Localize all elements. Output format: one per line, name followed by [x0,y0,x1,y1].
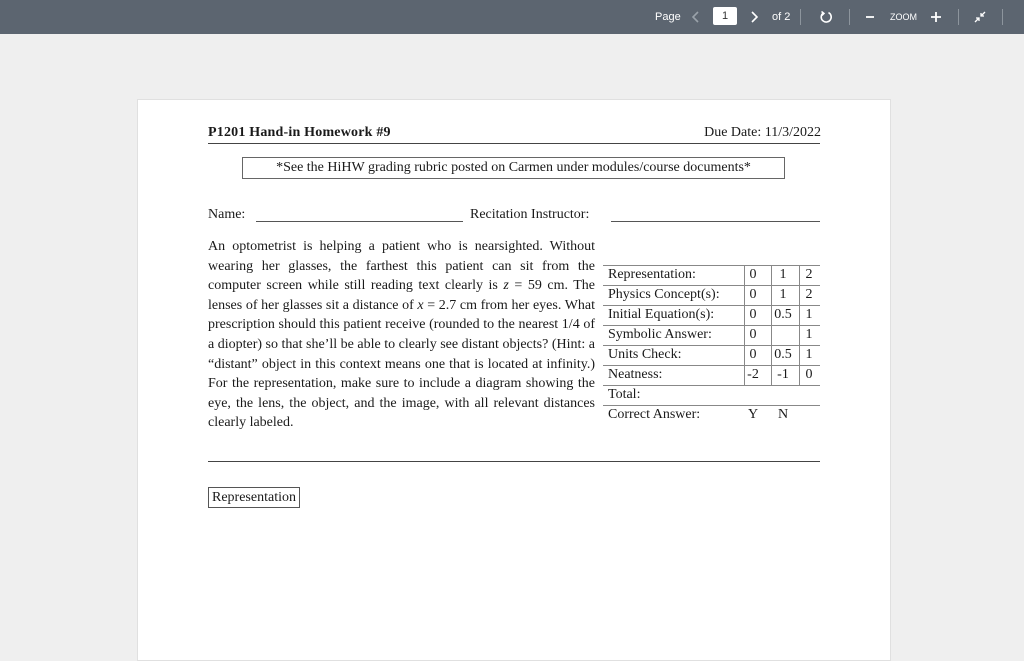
grading-score: 1 [805,347,813,362]
grading-criterion: Total: [608,387,641,402]
table-divider [744,266,745,285]
toolbar-divider [800,9,801,25]
toolbar-divider [849,9,850,25]
table-divider [744,346,745,365]
grading-row [603,305,820,325]
x-variable: x [417,297,424,313]
header-rule [208,143,820,144]
document-title: P1201 Hand-in Homework #9 [208,125,391,140]
grading-row [603,265,820,285]
z-variable: z [503,278,509,294]
table-divider [771,306,772,325]
rubric-note: *See the HiHW grading rubric posted on Carmen under modules/course documents* [242,157,785,179]
grading-row [603,325,820,345]
table-divider [799,346,800,365]
section-rule [208,461,820,462]
grading-criterion: Symbolic Answer: [608,327,712,342]
grading-score: 0 [749,347,757,362]
plus-icon[interactable] [928,0,944,34]
grading-score: 2 [805,287,813,302]
grading-score: 0 [749,327,757,342]
grading-criterion: Neatness: [608,367,663,382]
table-divider [771,366,772,385]
name-label: Name: [208,207,246,222]
problem-part: = 2.7 cm from her eyes. What prescription should this patient receive (rounded to the nearest 1/4 of a diopter) so that she’ll be able to clearly see distant objects? (Hint: a “distant” object in this context means one that is located at infinity.) For the representation, make sure to include a diagram showing the eye, the lens, the object, and the image, with all relevant distances clearly labeled. [208,297,596,431]
grading-criterion: Initial Equation(s): [608,307,715,322]
toolbar-divider [958,9,959,25]
representation-label: Representation [208,487,300,508]
table-divider [799,266,800,285]
table-divider [799,326,800,345]
minus-icon[interactable] [862,0,878,34]
table-divider [799,366,800,385]
zoom-label: ZOOM [890,12,917,22]
page-count: of 2 [772,11,791,23]
grading-criterion: Representation: [608,267,696,282]
grading-row [603,406,820,425]
grading-row [603,345,820,365]
table-divider [771,346,772,365]
problem-part: An optometrist is helping a patient who is nearsighted. Without wearing her glasses, the farthest this patient can sit from the computer screen while still reading text clearly is [208,239,595,294]
grading-score: 0 [749,307,757,322]
grading-criterion: Correct Answer: [608,407,701,422]
grading-score: 2 [805,267,813,282]
grading-score: 1 [805,307,813,322]
table-divider [744,306,745,325]
table-divider [799,286,800,305]
grading-criterion: Physics Concept(s): [608,287,720,302]
collapse-icon[interactable] [972,0,988,34]
grading-score: N [777,407,789,422]
chevron-left-icon[interactable] [690,0,702,34]
grading-score: 1 [779,267,787,282]
page-label: Page [655,11,681,23]
grading-row [603,365,820,385]
grading-score: -2 [747,367,759,382]
table-divider [744,326,745,345]
problem-text [208,237,595,433]
pdf-toolbar [0,0,1024,34]
grading-score: -1 [777,367,789,382]
grading-score: Y [747,407,759,422]
grading-score: 0 [749,287,757,302]
grading-criterion: Units Check: [608,347,682,362]
grading-score: 0 [749,267,757,282]
pdf-page [137,99,891,661]
grading-score: 0.5 [774,347,792,362]
table-divider [771,266,772,285]
grading-score: 0 [805,367,813,382]
table-divider [799,306,800,325]
chevron-right-icon[interactable] [748,0,760,34]
page-number-input[interactable] [713,7,737,25]
toolbar-divider [1002,9,1003,25]
instructor-line [611,221,820,222]
rotate-icon[interactable] [817,0,835,34]
table-divider [771,286,772,305]
grading-row [603,385,820,406]
table-divider [744,366,745,385]
instructor-label: Recitation Instructor: [470,207,590,222]
name-line [256,221,463,222]
grading-score: 1 [805,327,813,342]
grading-score: 1 [779,287,787,302]
problem-part: = 59 cm. The lenses of her glasses sit a distance of [208,278,596,313]
grading-row [603,285,820,305]
grading-table [603,265,820,425]
due-date: Due Date: 11/3/2022 [704,125,821,140]
table-divider [744,286,745,305]
grading-score: 0.5 [774,307,792,322]
table-divider [771,326,772,345]
